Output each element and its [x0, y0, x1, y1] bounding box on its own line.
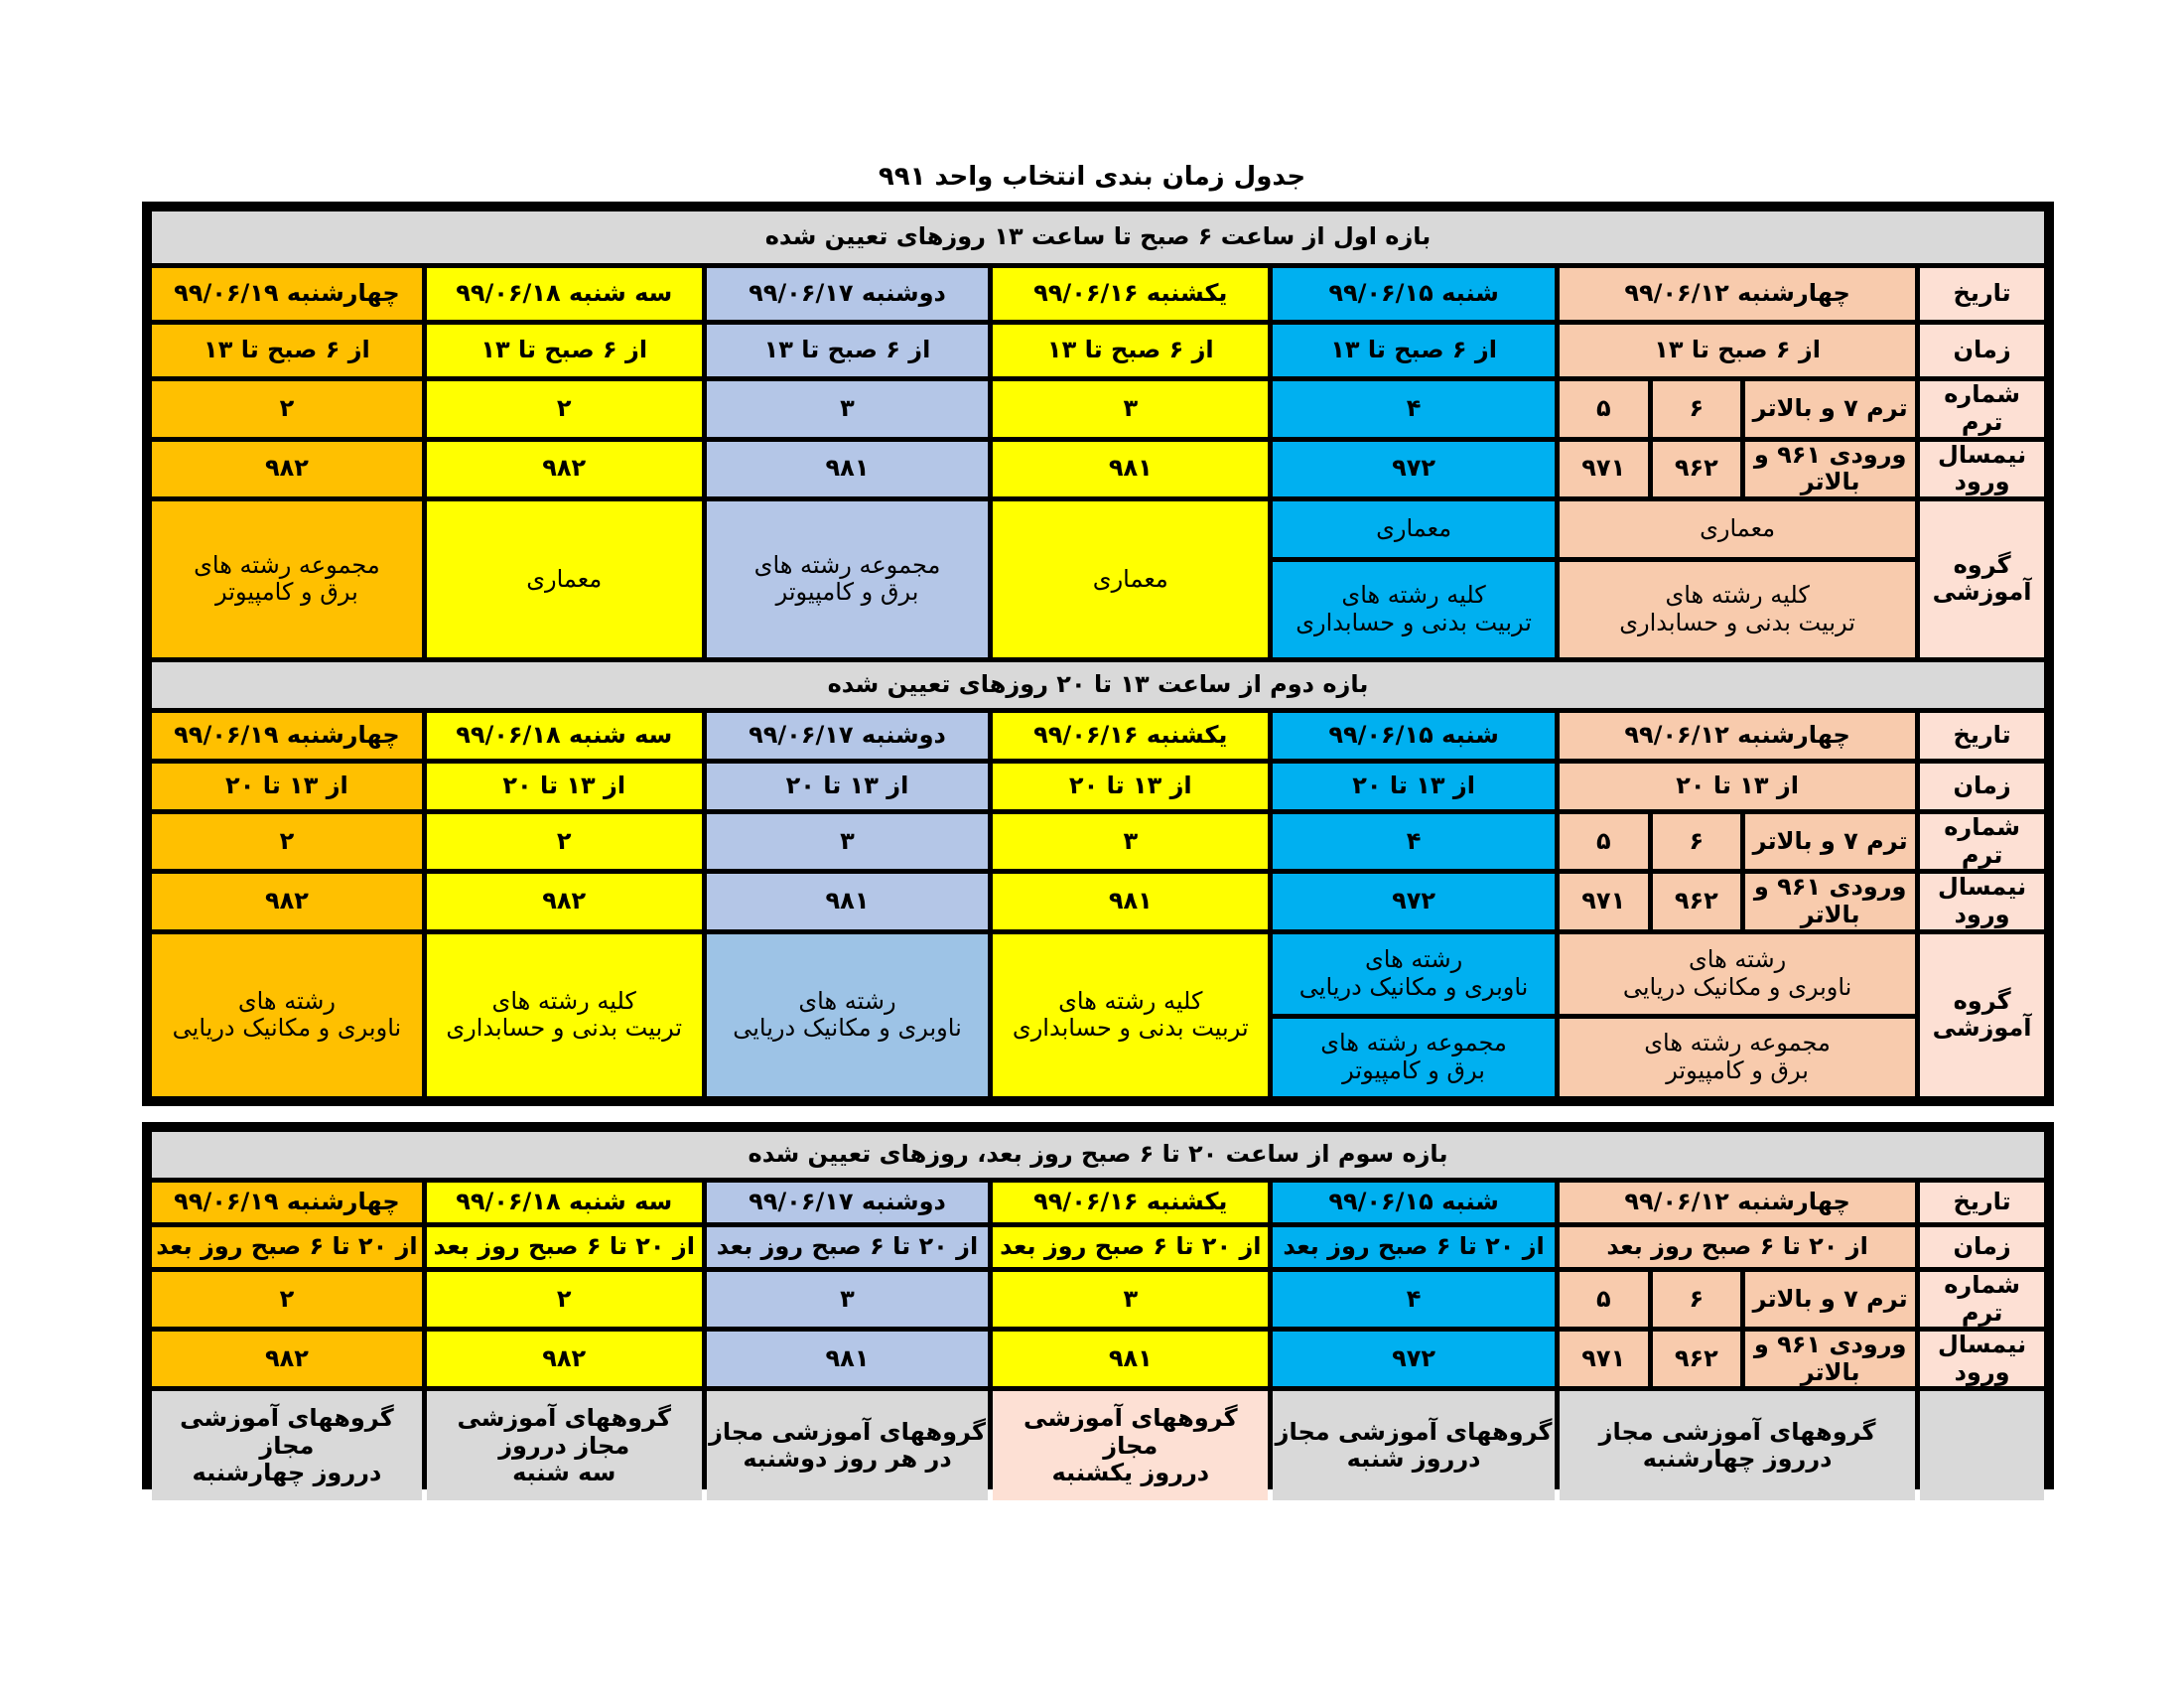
time-cell: از ۱۳ تا ۲۰ — [152, 764, 422, 809]
period-block-3 — [142, 1122, 2054, 1489]
entry-cell: ۹۸۱ — [993, 1332, 1268, 1386]
group-cell — [427, 934, 702, 1096]
time-cell: از ۲۰ تا ۶ صبح روز بعد — [152, 1227, 422, 1267]
entry-cell: ۹۸۲ — [427, 874, 702, 928]
term-cell: ۳ — [993, 381, 1268, 436]
day-wed-19: چهارشنبه ۹۹/۰۶/۱۹ — [152, 1183, 422, 1222]
term-cell: ۵ — [1560, 381, 1648, 436]
group-line: ناوبری و مکانیک دریایی — [1298, 972, 1529, 1001]
time-cell: از ۶ صبح تا ۱۳ — [427, 325, 702, 376]
day-sat-15: شنبه ۹۹/۰۶/۱۵ — [1273, 713, 1555, 759]
group-cell — [707, 934, 989, 1096]
group-line: کلیه رشته های — [491, 986, 636, 1015]
entry-cell: ۹۸۲ — [152, 442, 422, 496]
entry-cell: ۹۸۱ — [993, 442, 1268, 496]
time-cell: از ۶ صبح تا ۱۳ — [152, 325, 422, 376]
term-cell: ترم ۷ و بالاتر — [1745, 1272, 1915, 1327]
group-line: تربیت بدنی و حسابداری — [1296, 608, 1532, 636]
entry-cell: ۹۷۱ — [1560, 874, 1648, 928]
time-cell: از ۲۰ تا ۶ صبح روز بعد — [1273, 1227, 1555, 1267]
entry-cell: ورودی ۹۶۱ و بالاتر — [1745, 874, 1915, 928]
group-line: برق و کامپیوتر — [1342, 1055, 1485, 1084]
day-wed-12: چهارشنبه ۹۹/۰۶/۱۲ — [1560, 268, 1915, 320]
entry-cell: ۹۶۲ — [1653, 1332, 1741, 1386]
day-sat-15: شنبه ۹۹/۰۶/۱۵ — [1273, 268, 1555, 320]
term-cell: ۲ — [427, 1272, 702, 1327]
group-line: مجموعه رشته های — [194, 550, 380, 579]
term-cell: ۳ — [993, 1272, 1268, 1327]
day-wed-19: چهارشنبه ۹۹/۰۶/۱۹ — [152, 713, 422, 759]
note-line: گروههای آموزشی مجاز — [1024, 1403, 1238, 1460]
group-cell: معماری — [1273, 501, 1555, 557]
note-line: درروز یکشنبه — [1051, 1459, 1210, 1487]
entry-cell: ۹۸۲ — [152, 874, 422, 928]
day-sun-16: یکشنبه ۹۹/۰۶/۱۶ — [993, 713, 1268, 759]
entry-cell: ۹۸۱ — [707, 1332, 989, 1386]
day-mon-17: دوشنبه ۹۹/۰۶/۱۷ — [707, 268, 989, 320]
term-cell: ۴ — [1273, 1272, 1555, 1327]
label-term: شماره ترم — [1920, 814, 2044, 869]
day-wed-12: چهارشنبه ۹۹/۰۶/۱۲ — [1560, 713, 1915, 759]
group-cell — [1560, 934, 1915, 1014]
note-line: گروههای آموزشی مجاز درروز — [457, 1403, 671, 1460]
note-cell — [427, 1391, 702, 1500]
group-cell — [152, 934, 422, 1096]
group-cell — [993, 934, 1268, 1096]
group-line: معماری — [1092, 564, 1168, 593]
entry-cell: ۹۷۱ — [1560, 1332, 1648, 1386]
term-cell: ۲ — [427, 814, 702, 869]
term-cell: ۴ — [1273, 814, 1555, 869]
group-cell — [1273, 1019, 1555, 1096]
entry-cell: ۹۸۱ — [707, 874, 989, 928]
time-cell: از ۱۳ تا ۲۰ — [993, 764, 1268, 809]
entry-cell: ۹۶۲ — [1653, 874, 1741, 928]
entry-cell: ۹۶۲ — [1653, 442, 1741, 496]
group-line: معماری — [526, 564, 603, 593]
group-cell — [1273, 934, 1555, 1014]
group-line: رشته های — [1364, 945, 1463, 974]
time-cell: از ۱۳ تا ۲۰ — [427, 764, 702, 809]
note-cell — [707, 1391, 989, 1500]
note-line: درروز شنبه — [1346, 1445, 1481, 1474]
period3-heading: بازه سوم از ساعت ۲۰ تا ۶ صبح روز بعد، روزهای تعیین شده — [152, 1132, 2044, 1178]
entry-cell: ورودی ۹۶۱ و بالاتر — [1745, 1332, 1915, 1386]
label-date: تاریخ — [1920, 268, 2044, 320]
note-line: درروز چهارشنبه — [192, 1459, 382, 1487]
time-cell: از ۶ صبح تا ۱۳ — [1560, 325, 1915, 376]
group-cell — [1273, 562, 1555, 657]
group-line: کلیه رشته های — [1058, 986, 1203, 1015]
time-cell: از ۱۳ تا ۲۰ — [707, 764, 989, 809]
term-cell: ۶ — [1653, 381, 1741, 436]
entry-cell: ۹۸۲ — [427, 1332, 702, 1386]
entry-cell: ۹۸۲ — [427, 442, 702, 496]
group-line: ناوبری و مکانیک دریایی — [172, 1014, 402, 1043]
entry-cell: ۹۸۲ — [152, 1332, 422, 1386]
label-term: شماره ترم — [1920, 381, 2044, 436]
term-cell: ۲ — [427, 381, 702, 436]
term-cell: ترم ۷ و بالاتر — [1745, 381, 1915, 436]
entry-cell: ۹۷۲ — [1273, 1332, 1555, 1386]
term-cell: ۲ — [152, 1272, 422, 1327]
group-line: مجموعه رشته های — [1320, 1029, 1507, 1057]
label-group: گروه آموزشی — [1920, 501, 2044, 657]
note-line: گروههای آموزشی مجاز — [180, 1403, 394, 1460]
schedule-table-period-3 — [147, 1127, 2049, 1505]
entry-cell: ۹۸۱ — [707, 442, 989, 496]
group-line: برق و کامپیوتر — [215, 578, 358, 607]
time-cell: از ۲۰ تا ۶ صبح روز بعد — [427, 1227, 702, 1267]
group-cell — [152, 501, 422, 657]
note-line: گروههای آموزشی مجاز — [1275, 1417, 1553, 1446]
day-tue-18: سه شنبه ۹۹/۰۶/۱۸ — [427, 1183, 702, 1222]
term-cell: ۳ — [993, 814, 1268, 869]
schedule-table-periods-1-2 — [147, 207, 2049, 1101]
group-cell — [993, 501, 1268, 657]
day-tue-18: سه شنبه ۹۹/۰۶/۱۸ — [427, 268, 702, 320]
entry-cell: ۹۷۱ — [1560, 442, 1648, 496]
note-line: گروههای آموزشی مجاز — [709, 1417, 986, 1446]
time-cell: از ۶ صبح تا ۱۳ — [993, 325, 1268, 376]
page-title: جدول زمان بندی انتخاب واحد ۹۹۱ — [878, 162, 1306, 192]
term-cell: ۳ — [707, 1272, 989, 1327]
note-cell — [152, 1391, 422, 1500]
note-line: سه شنبه — [512, 1459, 616, 1487]
day-wed-12: چهارشنبه ۹۹/۰۶/۱۲ — [1560, 1183, 1915, 1222]
time-cell: از ۶ صبح تا ۱۳ — [1273, 325, 1555, 376]
group-line: کلیه رشته های — [1665, 581, 1810, 610]
group-line: برق و کامپیوتر — [775, 578, 919, 607]
group-cell — [707, 501, 989, 657]
group-line: مجموعه رشته های — [753, 550, 941, 579]
note-cell — [1273, 1391, 1555, 1500]
term-cell: ۶ — [1653, 814, 1741, 869]
term-cell: ۵ — [1560, 814, 1648, 869]
day-tue-18: سه شنبه ۹۹/۰۶/۱۸ — [427, 713, 702, 759]
term-cell: ۴ — [1273, 381, 1555, 436]
day-sun-16: یکشنبه ۹۹/۰۶/۱۶ — [993, 268, 1268, 320]
group-line: تربیت بدنی و حسابداری — [446, 1014, 683, 1043]
time-cell: از ۱۳ تا ۲۰ — [1560, 764, 1915, 809]
label-time: زمان — [1920, 325, 2044, 376]
entry-cell: ۹۸۱ — [993, 874, 1268, 928]
group-line: رشته های — [798, 986, 896, 1015]
term-cell: ۵ — [1560, 1272, 1648, 1327]
term-cell: ۳ — [707, 381, 989, 436]
period1-heading: بازه اول از ساعت ۶ صبح تا ساعت ۱۳ روزهای تعیین شده — [152, 211, 2044, 263]
group-cell — [427, 501, 702, 657]
term-cell: ۲ — [152, 381, 422, 436]
label-entry: نیمسال ورود — [1920, 442, 2044, 496]
entry-cell: ۹۷۲ — [1273, 874, 1555, 928]
label-entry: نیمسال ورود — [1920, 1332, 2044, 1386]
note-line: درروز چهارشنبه — [1642, 1445, 1833, 1474]
note-line: گروههای آموزشی مجاز — [1598, 1417, 1876, 1446]
day-mon-17: دوشنبه ۹۹/۰۶/۱۷ — [707, 713, 989, 759]
empty-label-cell — [1920, 1391, 2044, 1500]
group-cell — [1560, 562, 1915, 657]
time-cell: از ۲۰ تا ۶ صبح روز بعد — [993, 1227, 1268, 1267]
entry-cell: ورودی ۹۶۱ و بالاتر — [1745, 442, 1915, 496]
group-cell — [1560, 1019, 1915, 1096]
term-cell: ۶ — [1653, 1272, 1741, 1327]
note-line: در هر روز دوشنبه — [743, 1445, 952, 1474]
group-line: تربیت بدنی و حسابداری — [1012, 1014, 1249, 1043]
period-blocks-1-2 — [142, 202, 2054, 1106]
group-line: مجموعه رشته های — [1644, 1029, 1831, 1057]
group-line: برق و کامپیوتر — [1666, 1055, 1809, 1084]
note-cell — [993, 1391, 1268, 1500]
time-cell: از ۱۳ تا ۲۰ — [1273, 764, 1555, 809]
group-cell: معماری — [1560, 501, 1915, 557]
group-line: رشته های — [1688, 945, 1787, 974]
time-cell: از ۲۰ تا ۶ صبح روز بعد — [1560, 1227, 1915, 1267]
time-cell: از ۲۰ تا ۶ صبح روز بعد — [707, 1227, 989, 1267]
day-sat-15: شنبه ۹۹/۰۶/۱۵ — [1273, 1183, 1555, 1222]
label-entry: نیمسال ورود — [1920, 874, 2044, 928]
label-time: زمان — [1920, 1227, 2044, 1267]
label-group: گروه آموزشی — [1920, 934, 2044, 1096]
day-wed-19: چهارشنبه ۹۹/۰۶/۱۹ — [152, 268, 422, 320]
group-line: ناوبری و مکانیک دریایی — [733, 1014, 962, 1043]
group-line: ناوبری و مکانیک دریایی — [1622, 972, 1852, 1001]
term-cell: ۳ — [707, 814, 989, 869]
group-line: تربیت بدنی و حسابداری — [1619, 608, 1855, 636]
day-sun-16: یکشنبه ۹۹/۰۶/۱۶ — [993, 1183, 1268, 1222]
day-mon-17: دوشنبه ۹۹/۰۶/۱۷ — [707, 1183, 989, 1222]
time-cell: از ۶ صبح تا ۱۳ — [707, 325, 989, 376]
group-line: رشته های — [237, 986, 337, 1015]
term-cell: ۲ — [152, 814, 422, 869]
period2-heading: بازه دوم از ساعت ۱۳ تا ۲۰ روزهای تعیین شده — [152, 662, 2044, 708]
label-time: زمان — [1920, 764, 2044, 809]
label-date: تاریخ — [1920, 1183, 2044, 1222]
label-date: تاریخ — [1920, 713, 2044, 759]
group-line: کلیه رشته های — [1341, 581, 1486, 610]
note-cell — [1560, 1391, 1915, 1500]
term-cell: ترم ۷ و بالاتر — [1745, 814, 1915, 869]
label-term: شماره ترم — [1920, 1272, 2044, 1327]
entry-cell: ۹۷۲ — [1273, 442, 1555, 496]
